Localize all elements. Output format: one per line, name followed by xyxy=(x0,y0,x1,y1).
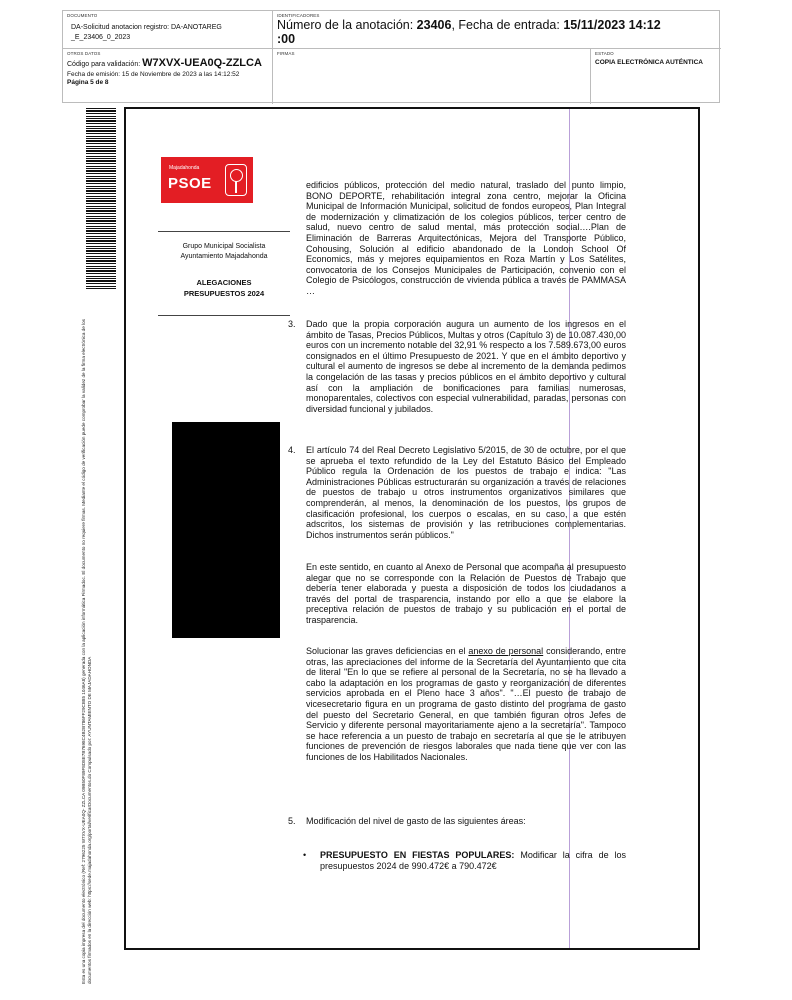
paragraph-2-continued: edificios públicos, protección del medio natural, traslado del punto limpio, BONO DEPORTE, rehabilitación integral zona centro, mejorar la Oficina Municipal de Información Municipal, solicitud de fondos europeos, Plan Integral de modernización y climatización de los colegios públicos, tercer centro de salud, nuevo centro de salud mental, más protección social….Plan de Eliminación de Barreras Arquitectónicas, Mejora del Transporte Público, Cohousing, Solución al edificio abandonado de la London School Of Economics, más y mejores equipamientos en Roza Martín y Los Satélites, convocatoria de los Consejos Municipales de Participación, convenio con el Colegio de Psicólogos, construcción de vivienda pública a través de PAMMASA … xyxy=(306,180,626,296)
barcode xyxy=(86,108,116,290)
document-header xyxy=(62,10,720,103)
identificadores-label: IDENTIFICADORES xyxy=(277,13,320,18)
emission-date: Fecha de emisión: 15 de Noviembre de 2023 a las 14:12:52 xyxy=(67,71,240,78)
firmas-label: FIRMAS xyxy=(277,51,295,56)
anotacion-identifier: Número de la anotación: 23406, Fecha de entrada: 15/11/2023 14:12 :00 xyxy=(277,18,661,46)
page-indicator: Página 5 de 8 xyxy=(67,79,109,86)
logo-text: PSOE xyxy=(168,175,212,192)
entry-date-seconds: :00 xyxy=(277,32,296,46)
firmas-cell xyxy=(273,49,591,104)
documento-cell xyxy=(63,11,273,49)
scanned-page xyxy=(124,107,700,950)
psoe-logo xyxy=(161,157,253,203)
paragraph-4b: En este sentido, en cuanto al Anexo de Personal que acompaña al presupuesto alegar que no se corresponde con la Relación de Puestos de Trabajo que debería tener elaborada y puesta a disposición de todos los ciudadanos a través del portal de trasparencia, instando por ello a que se elabore la preceptiva relación de puestos de trabajo y su publicación en el portal de trasparencia. xyxy=(306,562,626,625)
item-number-5: 5. xyxy=(288,816,296,826)
redaction-block xyxy=(172,422,280,638)
anotacion-number: 23406 xyxy=(416,18,452,32)
divider xyxy=(158,315,290,316)
documento-name: DA-Solicitud anotacion registro: DA-ANOTAREG xyxy=(71,24,222,31)
document-heading: ALEGACIONES PRESUPUESTOS 2024 xyxy=(183,278,265,298)
paragraph-4: El artículo 74 del Real Decreto Legislativo 5/2015, de 30 de octubre, por el que se aprueba el texto refundido de la Ley del Estatuto Básico del Empleado Público regula la Ordenación de los puestos de trabajo e indica: "Las Administraciones Públicas estructurarán su organización a través de relaciones de puestos de trabajo u otros instrumentos organizativos similares que comprenderán, al menos, la denominación de los puestos, los grupos de clasificación profesional, los cuerpos o escalas, en su caso, a que estén adscritos, los sistemas de provisión y las retribuciones complementarias. Dichos instrumentos serán públicos." xyxy=(306,445,626,540)
otros-datos-label: OTROS DATOS xyxy=(67,51,101,56)
validation-code: Código para validación: W7XVX-UEA0Q-ZZLCA xyxy=(67,57,262,69)
item-number-4: 4. xyxy=(288,445,296,455)
bullet-fiestas: PRESUPUESTO EN FIESTAS POPULARES: Modificar la cifra de los presupuestos 2024 de 990.472€ a 790.472€ xyxy=(320,850,626,871)
paragraph-4c: Solucionar las graves deficiencias en el anexo de personal considerando, entre otras, las apreciaciones del informe de la Secretaría del Ayuntamiento que cita de literal "En lo que se refiere al personal de la Secretaría, no se ha llevado a cabo la adaptación en los programas de gasto y reorganización de diferentes servicios aprobada en el Pleno hace 3 años". "…El puesto de trabajo de vicesecretario figura en un programa de gasto distinto del programa de gasto del puesto del Secretario General, en que también figuran otros Jefes de Servicio y diferente personal mayoritariamente ajeno a la secretaría". Tampoco se hace referencia a un puesto de trabajo en secretaría al que se le atribuyen funciones de prevención de riesgos laborales que nada tiene que ver con las funciones de los Habilitados Nacionales. xyxy=(306,646,626,762)
estado-value: COPIA ELECTRÓNICA AUTÉNTICA xyxy=(595,59,703,66)
estado-cell xyxy=(591,49,721,104)
otros-datos-cell xyxy=(63,49,273,104)
identificadores-cell xyxy=(273,11,721,49)
verification-note: Esta es una copia impresa del documento electrónico (Ref: 2796225 W7XVX-UEA0Q- ZZLCA 09B50F89F8D8E7B7698C4B2B786FF29CB85 1046A8) generada con la aplicación informática Firmadoc. El documento no requiere firmas. Mediante el código de verificación puede comprobar la validez de la firma electrónica de los documentos firmados en la dirección web: https://sede.majadahonda.org/portal/verificarDocumentos.do Compulsado por: AYUNTAMIENTO DE MAJADAHONDA xyxy=(81,319,92,984)
divider xyxy=(158,231,290,232)
estado-label: ESTADO xyxy=(595,51,614,56)
logo-city: Majadahonda xyxy=(169,165,200,171)
paragraph-5: Modificación del nivel de gasto de las siguientes áreas: xyxy=(306,816,526,826)
item-number-3: 3. xyxy=(288,319,296,329)
rose-icon xyxy=(225,164,247,196)
documento-label: DOCUMENTO xyxy=(67,13,98,18)
anexo-personal-text: anexo de personal xyxy=(468,646,544,656)
entry-date: 15/11/2023 14:12 xyxy=(563,18,661,32)
group-name: Grupo Municipal Socialista Ayuntamiento Majadahonda xyxy=(180,243,268,260)
documento-name-cont: _E_23406_0_2023 xyxy=(71,34,131,41)
paragraph-3: Dado que la propia corporación augura un aumento de los ingresos en el ámbito de Tasas, Precios Públicos, Multas y otros (Capítulo 3) de 10.087.430,00 euros con un incremento notable del 32,91 % respecto a los 7.589.673,00 euros consignados en el último Presupuesto de 2021. Y que en el ámbito deportivo y cultural el aumento de ingresos se debe al incremento de la demanda pedimos la congelación de las tasas y precios públicos en el ámbito deportivo y cultural así con la ampliación de bonificaciones para familias numerosas, monoparentales, colectivos con especial vulnerabilidad, paradas, personas con diversidad funcional y jubilados. xyxy=(306,319,627,414)
bullet-icon: • xyxy=(303,850,307,860)
